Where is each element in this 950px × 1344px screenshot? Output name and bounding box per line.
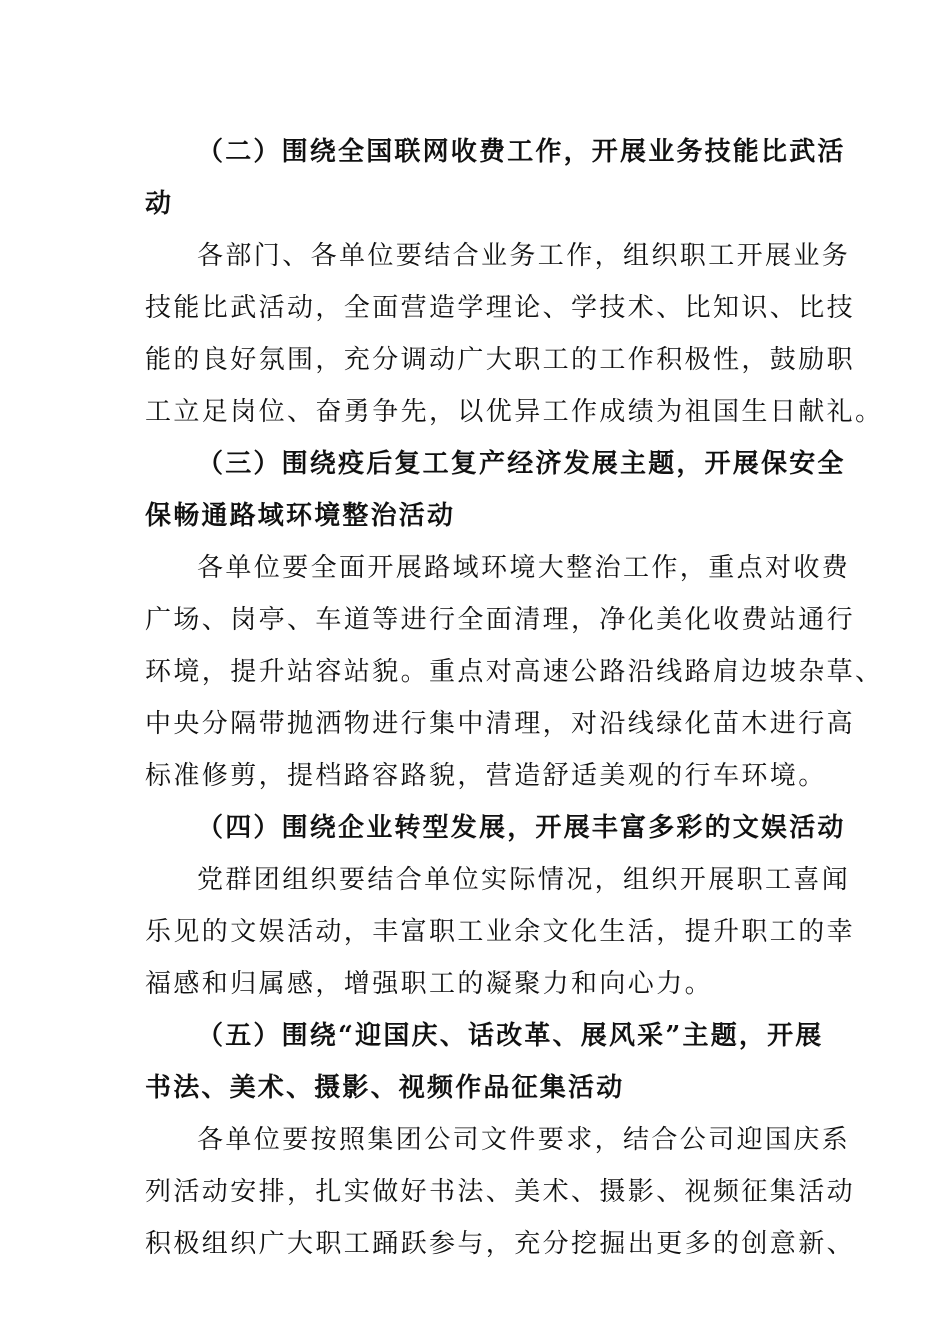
- section-3-body-line-5: 标准修剪，提档路容路貌，营造舒适美观的行车环境。: [145, 761, 827, 791]
- section-3-heading-line-1: （三）围绕疫后复工复产经济发展主题，开展保安全: [197, 449, 846, 479]
- section-3-heading-line-2: 保畅通路域环境整治活动: [145, 501, 456, 531]
- section-2-heading-line-1: （二）围绕全国联网收费工作，开展业务技能比武活: [197, 137, 846, 167]
- section-3-body-line-1: 各单位要全面开展路域环境大整治工作，重点对收费: [197, 553, 851, 583]
- section-2-body-line-4: 工立足岗位、奋勇争先，以优异工作成绩为祖国生日献礼。: [145, 397, 884, 427]
- section-5-heading-line-2: 书法、美术、摄影、视频作品征集活动: [145, 1073, 625, 1103]
- section-5-body-line-3: 积极组织广大职工踊跃参与，充分挖掘出更多的创意新、: [145, 1229, 856, 1259]
- section-4-heading-line-1: （四）围绕企业转型发展，开展丰富多彩的文娱活动: [197, 813, 846, 843]
- section-2-body-line-1: 各部门、各单位要结合业务工作，组织职工开展业务: [197, 241, 851, 271]
- section-4-body-line-1: 党群团组织要结合单位实际情况，组织开展职工喜闻: [197, 865, 851, 895]
- section-2-body-line-2: 技能比武活动，全面营造学理论、学技术、比知识、比技: [145, 293, 856, 323]
- section-2-body-line-3: 能的良好氛围，充分调动广大职工的工作积极性，鼓励职: [145, 345, 856, 375]
- section-5-heading-line-1: （五）围绕“迎国庆、话改革、展风采”主题，开展: [197, 1021, 824, 1051]
- section-5-body-line-1: 各单位要按照集团公司文件要求，结合公司迎国庆系: [197, 1125, 851, 1155]
- section-5: [145, 1010, 856, 1270]
- section-2-heading-line-2: 动: [145, 189, 174, 219]
- section-3-body-line-3: 环境，提升站容站貌。重点对高速公路沿线路肩边坡杂草、: [145, 657, 884, 687]
- section-4: [145, 802, 856, 1010]
- section-3-body-line-2: 广场、岗亭、车道等进行全面清理，净化美化收费站通行: [145, 605, 856, 635]
- section-3: [145, 438, 884, 802]
- section-5-body-line-2: 列活动安排，扎实做好书法、美术、摄影、视频征集活动: [145, 1177, 856, 1207]
- section-4-body-line-2: 乐见的文娱活动，丰富职工业余文化生活，提升职工的幸: [145, 917, 856, 947]
- section-4-body-line-3: 福感和归属感，增强职工的凝聚力和向心力。: [145, 969, 714, 999]
- section-2: [145, 126, 884, 438]
- section-3-body-line-4: 中央分隔带抛洒物进行集中清理，对沿线绿化苗木进行高: [145, 709, 856, 739]
